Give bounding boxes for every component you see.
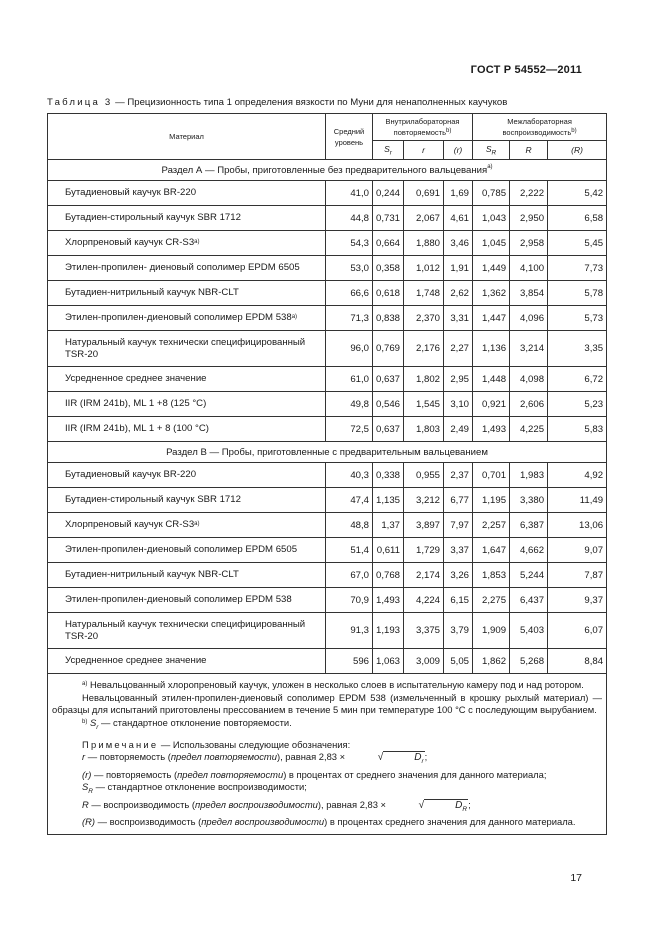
cell-sR: 0,785 [473, 181, 510, 206]
cell-r: 0,691 [404, 181, 444, 206]
table-row [48, 488, 607, 513]
caption-label: Таблица 3 [47, 97, 113, 108]
cell-level: 96,0 [326, 331, 373, 367]
cell-sr: 0,338 [373, 463, 404, 488]
table-row [48, 613, 607, 649]
cell-r: 4,224 [404, 588, 444, 613]
cell-R: 1,983 [510, 463, 548, 488]
cell-rp: 3,31 [444, 306, 473, 331]
cell-rp: 2,27 [444, 331, 473, 367]
material-name: Бутадиеновый каучук BR-220 [48, 463, 326, 488]
material-name: Натуральный каучук технически специфицированный TSR-20 [48, 331, 326, 367]
cell-Rp: 5,83 [548, 417, 607, 442]
standard-number: ГОСТ Р 54552—2011 [470, 64, 582, 76]
table-row [48, 563, 607, 588]
cell-r: 3,009 [404, 649, 444, 674]
cell-R: 5,244 [510, 563, 548, 588]
cell-sR: 2,275 [473, 588, 510, 613]
cell-sR: 1,043 [473, 206, 510, 231]
cell-sr: 1,493 [373, 588, 404, 613]
header-r-pct: (r) [444, 141, 473, 160]
cell-rp: 5,05 [444, 649, 473, 674]
cell-R: 3,214 [510, 331, 548, 367]
header-mean-level: Средний уровень [326, 114, 373, 160]
table-row [48, 649, 607, 674]
cell-r: 3,897 [404, 513, 444, 538]
cell-sR: 1,647 [473, 538, 510, 563]
cell-Rp: 5,23 [548, 392, 607, 417]
cell-level: 61,0 [326, 367, 373, 392]
material-name: IIR (IRM 241b), ML 1 +8 (125 °С) [48, 392, 326, 417]
material-name: Бутадиен-нитрильный каучук NBR-CLT [48, 281, 326, 306]
section-b-header: Раздел В — Пробы, приготовленные с предварительным вальцеванием [48, 442, 607, 463]
cell-level: 71,3 [326, 306, 373, 331]
cell-level: 54,3 [326, 231, 373, 256]
header-repeatability: Внутрилабораторная повторяемость$^{b)}$ [373, 114, 473, 141]
cell-rp: 4,61 [444, 206, 473, 231]
note-a: $^{a)}$ Невальцованный хлоропреновый каучук, уложен в несколько слоев в испытательную камеру под и над ротором. [82, 679, 584, 690]
table-row [48, 538, 607, 563]
cell-R: 2,606 [510, 392, 548, 417]
cell-rp: 6,77 [444, 488, 473, 513]
cell-R: 3,854 [510, 281, 548, 306]
cell-R: 6,387 [510, 513, 548, 538]
material-name: Бутадиен-стирольный каучук SBR 1712 [48, 206, 326, 231]
note-b: $^{b)}$ $S_r$ — стандартное отклонение повторяемости. [82, 716, 292, 731]
cell-sr: 1,37 [373, 513, 404, 538]
cell-rp: 1,91 [444, 256, 473, 281]
cell-Rp: 5,45 [548, 231, 607, 256]
cell-R: 3,380 [510, 488, 548, 513]
precision-table [47, 113, 607, 835]
table-row [48, 367, 607, 392]
cell-R: 2,222 [510, 181, 548, 206]
note-prim: Примечание — Использованы следующие обозначения: [82, 738, 351, 750]
table-notes [48, 674, 607, 835]
header-R-pct: (R) [548, 141, 607, 160]
cell-r: 2,370 [404, 306, 444, 331]
cell-Rp: 11,49 [548, 488, 607, 513]
cell-Rp: 6,72 [548, 367, 607, 392]
cell-Rp: 9,07 [548, 538, 607, 563]
cell-rp: 3,37 [444, 538, 473, 563]
cell-Rp: 5,78 [548, 281, 607, 306]
cell-Rp: 5,73 [548, 306, 607, 331]
cell-R: 4,098 [510, 367, 548, 392]
cell-sr: 1,193 [373, 613, 404, 649]
table-row [48, 231, 607, 256]
header-sr: $S_r$ [373, 141, 404, 160]
material-name: Хлорпреновый каучук CR-S3$^{a)}$ [48, 231, 326, 256]
note-sR: $S_R$ — стандартное отклонение воспроизводимости; [82, 781, 307, 796]
cell-sr: 1,063 [373, 649, 404, 674]
table-row [48, 281, 607, 306]
cell-rp: 3,79 [444, 613, 473, 649]
table-row [48, 588, 607, 613]
material-name: Бутадиеновый каучук BR-220 [48, 181, 326, 206]
cell-r: 3,212 [404, 488, 444, 513]
cell-sR: 2,257 [473, 513, 510, 538]
cell-Rp: 13,06 [548, 513, 607, 538]
material-name: Этилен-пропилен-диеновый сополимер EPDM 538 [48, 588, 326, 613]
header-r: r [404, 141, 444, 160]
cell-level: 51,4 [326, 538, 373, 563]
cell-level: 66,6 [326, 281, 373, 306]
material-name: Бутадиен-стирольный каучук SBR 1712 [48, 488, 326, 513]
cell-rp: 2,62 [444, 281, 473, 306]
cell-Rp: 8,84 [548, 649, 607, 674]
table-row [48, 417, 607, 442]
header-material: Материал [48, 114, 326, 160]
cell-level: 48,8 [326, 513, 373, 538]
material-name: Бутадиен-нитрильный каучук NBR-CLT [48, 563, 326, 588]
cell-sR: 1,447 [473, 306, 510, 331]
cell-r: 2,067 [404, 206, 444, 231]
cell-sR: 1,853 [473, 563, 510, 588]
cell-sr: 0,618 [373, 281, 404, 306]
cell-Rp: 4,92 [548, 463, 607, 488]
cell-R: 6,437 [510, 588, 548, 613]
cell-sR: 1,045 [473, 231, 510, 256]
note-a-2: Невальцованный этилен-пропилен-диеновый сополимер EPDM 538 (измельченный в крошку рыхлый материал) — образцы для испытаний приготовлены прессованием в течение 5 мин при температуре 100 °С с последующим вырубанием. [52, 691, 603, 715]
cell-level: 41,0 [326, 181, 373, 206]
cell-level: 67,0 [326, 563, 373, 588]
cell-level: 91,3 [326, 613, 373, 649]
cell-sR: 1,493 [473, 417, 510, 442]
material-name: Натуральный каучук технически специфицированный TSR-20 [48, 613, 326, 649]
cell-sr: 0,611 [373, 538, 404, 563]
material-name: Этилен-пропилен-диеновый сополимер EPDM 538$^{a)}$ [48, 306, 326, 331]
cell-sR: 1,362 [473, 281, 510, 306]
cell-rp: 2,95 [444, 367, 473, 392]
cell-sR: 0,701 [473, 463, 510, 488]
table-row [48, 306, 607, 331]
header-R: R [510, 141, 548, 160]
note-r-pct: (r) — повторяемость (предел повторяемости) в процентах от среднего значения для данного материала; [82, 768, 547, 780]
table-row [48, 463, 607, 488]
cell-Rp: 9,37 [548, 588, 607, 613]
cell-sr: 0,769 [373, 331, 404, 367]
cell-r: 1,880 [404, 231, 444, 256]
cell-R: 4,100 [510, 256, 548, 281]
note-R: R — воспроизводимость (предел воспроизводимости), равная 2,83 × √ $D_R$; [52, 799, 602, 817]
cell-level: 53,0 [326, 256, 373, 281]
cell-level: 70,9 [326, 588, 373, 613]
cell-level: 40,3 [326, 463, 373, 488]
cell-sr: 0,637 [373, 417, 404, 442]
cell-Rp: 3,35 [548, 331, 607, 367]
table-row [48, 181, 607, 206]
cell-rp: 3,10 [444, 392, 473, 417]
cell-level: 44,8 [326, 206, 373, 231]
cell-R: 5,403 [510, 613, 548, 649]
cell-sR: 1,448 [473, 367, 510, 392]
cell-sr: 0,768 [373, 563, 404, 588]
cell-R: 5,268 [510, 649, 548, 674]
cell-level: 72,5 [326, 417, 373, 442]
cell-R: 2,950 [510, 206, 548, 231]
cell-R: 4,662 [510, 538, 548, 563]
cell-Rp: 6,07 [548, 613, 607, 649]
caption-text: — Прецизионность типа 1 определения вязкости по Муни для ненаполненных каучуков [112, 97, 508, 108]
material-name: Хлорпреновый каучук CR-S3$^{a)}$ [48, 513, 326, 538]
cell-sr: 0,637 [373, 367, 404, 392]
cell-rp: 7,97 [444, 513, 473, 538]
cell-level: 596 [326, 649, 373, 674]
cell-rp: 6,15 [444, 588, 473, 613]
cell-sr: 1,135 [373, 488, 404, 513]
header-reproducibility: Межлабораторная воспроизводимость$^{b)}$ [473, 114, 607, 141]
table-row [48, 513, 607, 538]
cell-sR: 1,136 [473, 331, 510, 367]
material-name: IIR (IRM 241b), ML 1 + 8 (100 °С) [48, 417, 326, 442]
cell-rp: 2,37 [444, 463, 473, 488]
cell-sR: 1,909 [473, 613, 510, 649]
cell-r: 1,802 [404, 367, 444, 392]
cell-sR: 1,449 [473, 256, 510, 281]
cell-sR: 1,862 [473, 649, 510, 674]
cell-Rp: 6,58 [548, 206, 607, 231]
table-row [48, 392, 607, 417]
cell-rp: 3,26 [444, 563, 473, 588]
cell-r: 1,545 [404, 392, 444, 417]
table-row [48, 206, 607, 231]
cell-rp: 2,49 [444, 417, 473, 442]
cell-R: 4,096 [510, 306, 548, 331]
cell-rp: 1,69 [444, 181, 473, 206]
material-name: Этилен-пропилен-диеновый сополимер EPDM 6505 [48, 538, 326, 563]
cell-r: 2,174 [404, 563, 444, 588]
cell-r: 1,803 [404, 417, 444, 442]
cell-sr: 0,664 [373, 231, 404, 256]
note-R-pct: (R) — воспроизводимость (предел воспроизводимости) в процентах среднего значения для данного материала. [82, 816, 576, 828]
table-caption [47, 97, 507, 108]
cell-sR: 1,195 [473, 488, 510, 513]
cell-rp: 3,46 [444, 231, 473, 256]
cell-r: 1,729 [404, 538, 444, 563]
cell-sr: 0,546 [373, 392, 404, 417]
material-name: Этилен-пропилен- диеновый сополимер EPDM 6505 [48, 256, 326, 281]
cell-sr: 0,838 [373, 306, 404, 331]
cell-r: 3,375 [404, 613, 444, 649]
cell-r: 1,748 [404, 281, 444, 306]
cell-Rp: 5,42 [548, 181, 607, 206]
cell-level: 49,8 [326, 392, 373, 417]
cell-sr: 0,244 [373, 181, 404, 206]
table-row [48, 256, 607, 281]
page-number: 17 [570, 872, 582, 884]
cell-sr: 0,731 [373, 206, 404, 231]
cell-Rp: 7,87 [548, 563, 607, 588]
cell-R: 2,958 [510, 231, 548, 256]
cell-R: 4,225 [510, 417, 548, 442]
section-a-header: Раздел А — Пробы, приготовленные без предварительного вальцевания$^{a)}$ [48, 160, 607, 181]
cell-r: 1,012 [404, 256, 444, 281]
header-sR: $S_R$ [473, 141, 510, 160]
material-name: Усредненное среднее значение [48, 367, 326, 392]
cell-r: 2,176 [404, 331, 444, 367]
cell-r: 0,955 [404, 463, 444, 488]
material-name: Усредненное среднее значение [48, 649, 326, 674]
cell-sr: 0,358 [373, 256, 404, 281]
cell-level: 47,4 [326, 488, 373, 513]
cell-Rp: 7,73 [548, 256, 607, 281]
table-row [48, 331, 607, 367]
note-r: r — повторяемость (предел повторяемости), равная 2,83 × √ $D_r$; [52, 751, 602, 769]
cell-sR: 0,921 [473, 392, 510, 417]
